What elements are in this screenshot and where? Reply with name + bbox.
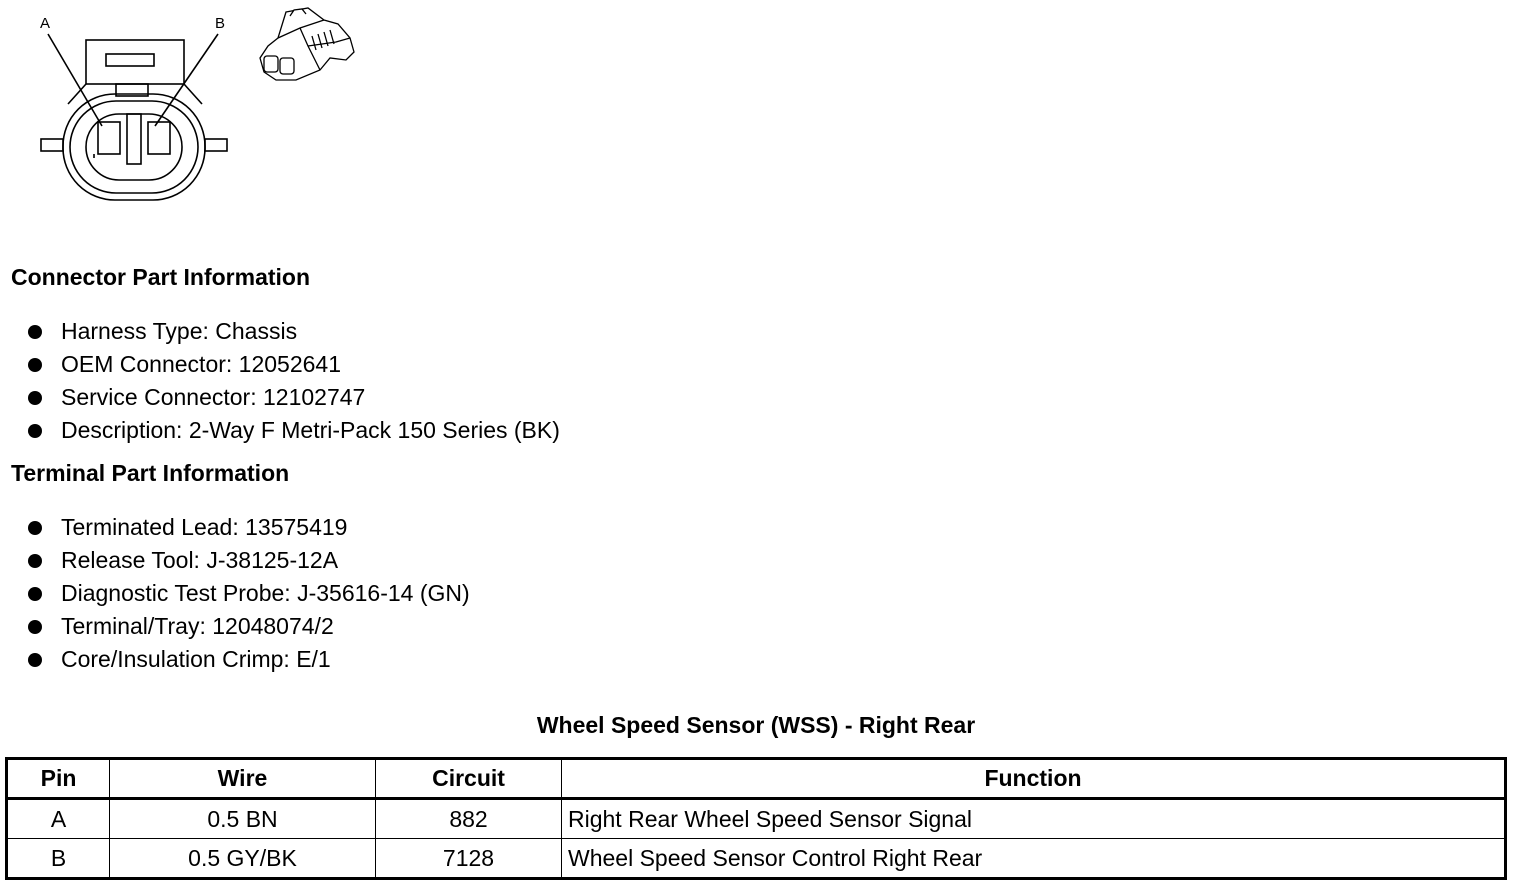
cell-function: Wheel Speed Sensor Control Right Rear <box>562 839 1506 879</box>
list-item <box>28 610 470 643</box>
list-item-text: OEM Connector: 12052641 <box>61 351 342 377</box>
table-title: Wheel Speed Sensor (WSS) - Right Rear <box>536 712 976 738</box>
list-item-text: Harness Type: Chassis <box>61 318 298 344</box>
connector-section-title: Connector Part Information <box>11 264 311 290</box>
list-item <box>28 577 470 610</box>
connector-info-list <box>28 315 560 447</box>
pin-label-b: B <box>215 15 226 32</box>
header-pin: Pin <box>7 759 110 799</box>
list-item-text: Release Tool: J-38125-12A <box>61 547 339 573</box>
list-item-text: Description: 2-Way F Metri-Pack 150 Series (BK) <box>61 417 560 443</box>
cell-circuit: 7128 <box>376 839 562 879</box>
cell-function: Right Rear Wheel Speed Sensor Signal <box>562 799 1506 839</box>
list-item <box>28 643 470 676</box>
bullet-icon <box>28 325 42 339</box>
table-row <box>7 839 1506 879</box>
header-circuit: Circuit <box>376 759 562 799</box>
bullet-icon <box>28 653 42 667</box>
bullet-icon <box>28 391 42 405</box>
header-wire: Wire <box>110 759 376 799</box>
header-function: Function <box>562 759 1506 799</box>
table-row <box>7 799 1506 839</box>
cell-wire: 0.5 BN <box>110 799 376 839</box>
list-item-text: Diagnostic Test Probe: J-35616-14 (GN) <box>61 580 470 606</box>
bullet-icon <box>28 521 42 535</box>
terminal-info-list <box>28 511 470 676</box>
bullet-icon <box>28 587 42 601</box>
bullet-icon <box>28 620 42 634</box>
list-item <box>28 414 560 447</box>
terminal-section-title: Terminal Part Information <box>11 460 290 486</box>
table-header-row <box>7 759 1506 799</box>
connector-3d-icon <box>250 6 360 92</box>
cell-circuit: 882 <box>376 799 562 839</box>
list-item <box>28 511 470 544</box>
cell-pin: A <box>7 799 110 839</box>
list-item <box>28 544 470 577</box>
bullet-icon <box>28 424 42 438</box>
bullet-icon <box>28 554 42 568</box>
list-item-text: Core/Insulation Crimp: E/1 <box>61 646 331 672</box>
cell-pin: B <box>7 839 110 879</box>
list-item-text: Terminal/Tray: 12048074/2 <box>61 613 334 639</box>
list-item-text: Service Connector: 12102747 <box>61 384 366 410</box>
list-item <box>28 381 560 414</box>
pin-table <box>5 757 1507 880</box>
cell-wire: 0.5 GY/BK <box>110 839 376 879</box>
bullet-icon <box>28 358 42 372</box>
list-item-text: Terminated Lead: 13575419 <box>61 514 348 540</box>
pin-label-a: A <box>40 15 51 32</box>
list-item <box>28 348 560 381</box>
list-item <box>28 315 560 348</box>
